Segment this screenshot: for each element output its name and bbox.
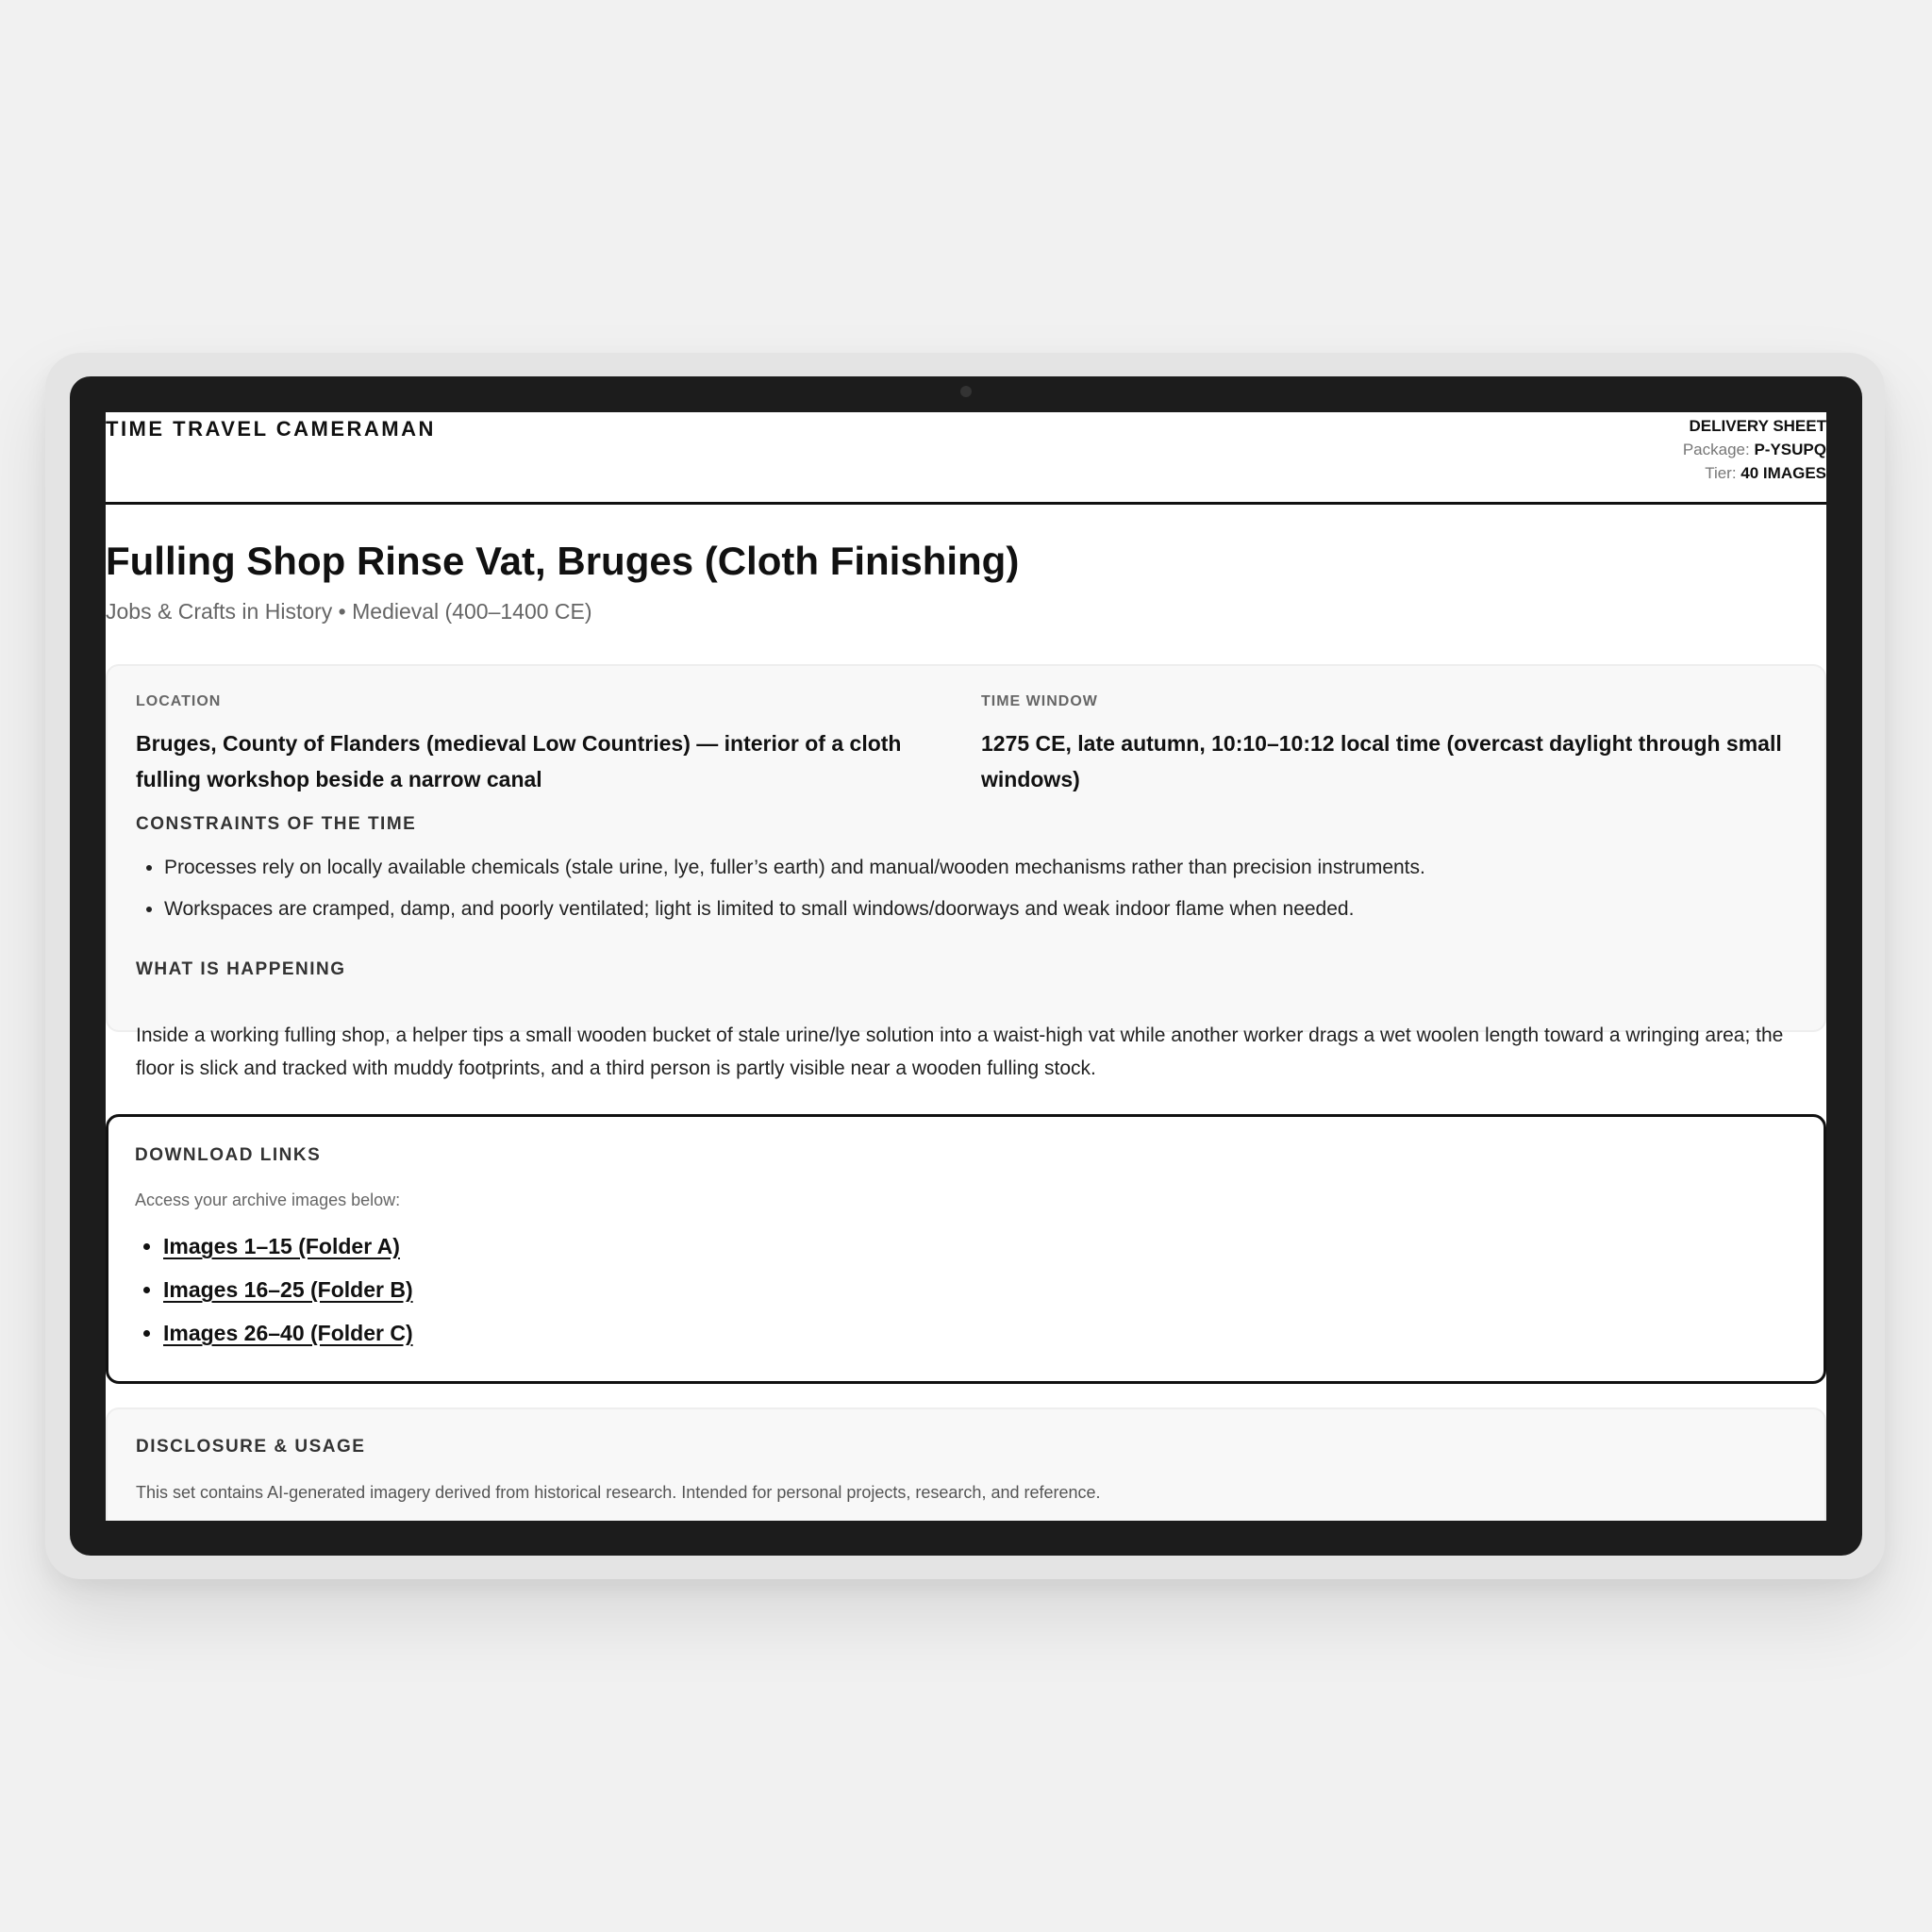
constraints-list bbox=[136, 847, 1824, 930]
page-title: Fulling Shop Rinse Vat, Bruges (Cloth Finishing) bbox=[106, 539, 1020, 583]
download-list-item bbox=[163, 1224, 413, 1268]
location-value: Bruges, County of Flanders (medieval Low Countries) — interior of a cloth fulling workshop beside a narrow canal bbox=[136, 731, 902, 791]
constraint-item: • Processes rely on locally available chemicals (stale urine, lye, fuller’s earth) and manual/wooden mechanisms rather than precision instruments. bbox=[164, 847, 1824, 889]
happening-text: Inside a working fulling shop, a helper tips a small wooden bucket of stale urine/lye solution into a waist-high vat while another worker drags a wet woolen length toward a wringing area; the floor is slick and tracked with muddy footprints, and a third person is partly visible near a wooden fulling stock. bbox=[136, 1024, 1784, 1079]
package-row bbox=[1683, 438, 1826, 461]
tier-row bbox=[1683, 461, 1826, 485]
brand-logo-text: TIME TRAVEL CAMERAMAN bbox=[106, 417, 436, 441]
download-link-folder-a[interactable]: Images 1–15 (Folder A) bbox=[163, 1234, 400, 1258]
sheet-meta bbox=[1683, 414, 1826, 485]
page-subtitle: Jobs & Crafts in History • Medieval (400–1400 CE) bbox=[106, 599, 592, 624]
location-label: LOCATION bbox=[136, 693, 222, 709]
time-window-label: TIME WINDOW bbox=[981, 693, 1098, 709]
download-list-item bbox=[163, 1268, 413, 1311]
disclosure-text: This set contains AI-generated imagery derived from historical research. Intended for personal projects, research, and reference. bbox=[136, 1483, 1101, 1502]
download-link-list bbox=[135, 1224, 413, 1355]
download-list-item bbox=[163, 1311, 413, 1355]
sheet-title: DELIVERY SHEET bbox=[1689, 417, 1826, 435]
constraint-item: • Workspaces are cramped, damp, and poorly ventilated; light is limited to small windows/doorways and weak indoor flame when needed. bbox=[164, 889, 1824, 930]
scene-info-card bbox=[106, 664, 1826, 1079]
time-window-value: 1275 CE, late autumn, 10:10–10:12 local time (overcast daylight through small windows) bbox=[981, 731, 1782, 791]
download-intro: Access your archive images below: bbox=[135, 1191, 401, 1209]
download-heading: DOWNLOAD LINKS bbox=[135, 1145, 322, 1165]
tier-label: Tier: bbox=[1705, 464, 1737, 482]
tier-value: 40 IMAGES bbox=[1740, 464, 1826, 482]
disclosure-heading: DISCLOSURE & USAGE bbox=[136, 1437, 366, 1457]
disclosure-card bbox=[106, 1407, 1826, 1521]
screen bbox=[106, 412, 1826, 1521]
download-link-folder-b[interactable]: Images 16–25 (Folder B) bbox=[163, 1277, 413, 1302]
constraints-heading: CONSTRAINTS OF THE TIME bbox=[136, 814, 417, 834]
package-value: P-YSUPQ bbox=[1754, 441, 1826, 458]
download-links-card bbox=[106, 1114, 1826, 1384]
package-label: Package: bbox=[1682, 441, 1750, 458]
download-link-folder-c[interactable]: Images 26–40 (Folder C) bbox=[163, 1321, 413, 1345]
header bbox=[106, 412, 1826, 505]
camera-icon bbox=[960, 386, 972, 397]
happening-heading: WHAT IS HAPPENING bbox=[136, 959, 346, 979]
